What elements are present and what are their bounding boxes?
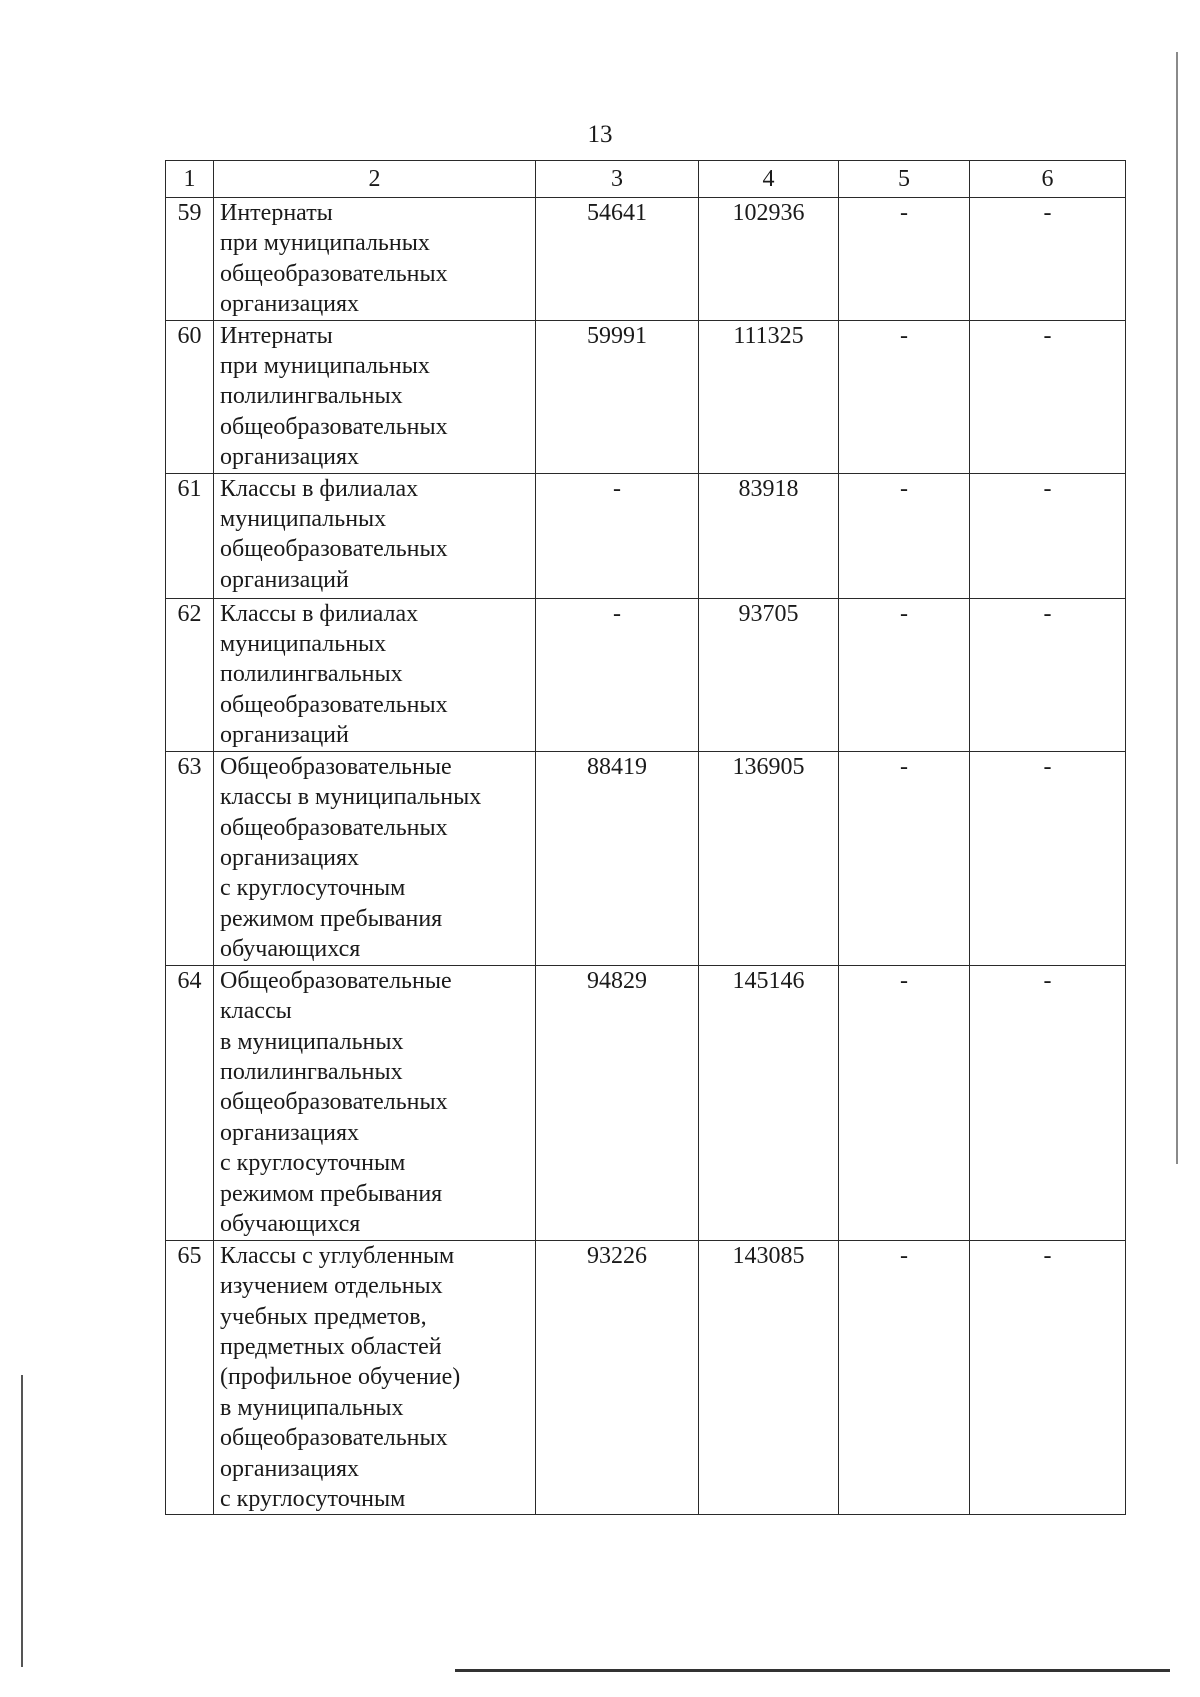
institution-type-line: классы — [220, 998, 292, 1025]
institution-type-line: организаций — [220, 566, 349, 593]
institution-type-line: обучающихся — [220, 1210, 361, 1237]
institution-type-line: организациях — [220, 1119, 360, 1146]
value-cell-col4: 145146 — [699, 965, 839, 1240]
row-number-cell: 64 — [166, 965, 214, 1240]
institution-type-line: общеобразовательных — [220, 814, 448, 841]
institution-type-line: режимом пребывания — [220, 905, 443, 932]
value-cell-col6: - — [970, 965, 1126, 1240]
table-row — [166, 965, 1126, 1240]
institution-type-line: режимом пребывания — [220, 1180, 443, 1207]
value-cell-col5: - — [839, 473, 970, 598]
value-cell-col6: - — [970, 320, 1126, 473]
institution-type-line: организациях — [220, 444, 360, 471]
header-cell-col1: 1 — [166, 161, 214, 198]
institution-type-line: Общеобразовательные — [220, 753, 452, 780]
value-cell-col6: - — [970, 473, 1126, 598]
table-row — [166, 1240, 1126, 1515]
row-number-cell: 59 — [166, 198, 214, 321]
institution-type-line: муниципальных — [220, 506, 387, 533]
value-cell-col4: 83918 — [699, 473, 839, 598]
institution-type-line: изучением отдельных — [220, 1273, 443, 1300]
institution-type-line: в муниципальных — [220, 1028, 404, 1055]
page-number: 13 — [587, 121, 613, 148]
header-cell-col3: 3 — [536, 161, 699, 198]
institution-type-cell — [214, 965, 536, 1240]
value-cell-col3: 93226 — [536, 1240, 699, 1515]
table-body — [166, 161, 1126, 1515]
row-number-cell: 65 — [166, 1240, 214, 1515]
institution-type-line: обучающихся — [220, 936, 361, 963]
institution-type-line: Интернаты — [220, 200, 333, 226]
row-number-cell: 61 — [166, 473, 214, 598]
scan-edge-line-right — [1176, 52, 1178, 1164]
institution-type-line: общеобразовательных — [220, 413, 448, 440]
institution-type-line: Классы в филиалах — [220, 600, 419, 627]
value-cell-col6: - — [970, 751, 1126, 965]
institution-type-line: общеобразовательных — [220, 536, 448, 563]
value-cell-col5: - — [839, 751, 970, 965]
value-cell-col3: - — [536, 598, 699, 751]
row-number-cell: 60 — [166, 320, 214, 473]
institution-type-line: полилингвальных — [220, 661, 403, 688]
institution-type-cell — [214, 198, 536, 321]
institution-type-line: учебных предметов, — [220, 1303, 427, 1330]
data-table — [165, 160, 1126, 1515]
institution-type-line: в муниципальных — [220, 1394, 404, 1421]
value-cell-col6: - — [970, 598, 1126, 751]
institution-type-line: предметных областей — [220, 1333, 442, 1360]
value-cell-col4: 93705 — [699, 598, 839, 751]
value-cell-col6: - — [970, 198, 1126, 321]
value-cell-col5: - — [839, 965, 970, 1240]
institution-type-cell — [214, 751, 536, 965]
table-row — [166, 751, 1126, 965]
row-number-cell: 63 — [166, 751, 214, 965]
header-cell-col4: 4 — [699, 161, 839, 198]
value-cell-col4: 136905 — [699, 751, 839, 965]
table-row — [166, 598, 1126, 751]
institution-type-cell — [214, 320, 536, 473]
value-cell-col5: - — [839, 598, 970, 751]
header-cell-col5: 5 — [839, 161, 970, 198]
institution-type-line: Общеобразовательные — [220, 967, 452, 994]
institution-type-line: с круглосуточным — [220, 1150, 406, 1177]
value-cell-col3: 54641 — [536, 198, 699, 321]
value-cell-col5: - — [839, 198, 970, 321]
institution-type-line: организациях — [220, 844, 360, 871]
institution-type-line: при муниципальных — [220, 230, 430, 257]
institution-type-line: организациях — [220, 1455, 360, 1482]
institution-type-line: полилингвальных — [220, 1058, 403, 1085]
institution-type-line: общеобразовательных — [220, 260, 448, 287]
institution-type-line: при муниципальных — [220, 353, 430, 380]
institution-type-line: муниципальных — [220, 631, 387, 658]
institution-type-line: Классы с углубленным — [220, 1242, 455, 1269]
table-header-row — [166, 161, 1126, 198]
value-cell-col6: - — [970, 1240, 1126, 1515]
header-cell-col2: 2 — [214, 161, 536, 198]
value-cell-col5: - — [839, 1240, 970, 1515]
institution-type-line: (профильное обучение) — [220, 1364, 461, 1391]
table-row — [166, 473, 1126, 598]
institution-type-cell — [214, 1240, 536, 1515]
value-cell-col5: - — [839, 320, 970, 473]
institution-type-line: общеобразовательных — [220, 691, 448, 718]
row-number-cell: 62 — [166, 598, 214, 751]
institution-type-line: организаций — [220, 722, 349, 749]
scan-edge-line-left — [21, 1375, 23, 1667]
institution-type-line: полилингвальных — [220, 383, 403, 410]
value-cell-col3: 94829 — [536, 965, 699, 1240]
value-cell-col4: 102936 — [699, 198, 839, 321]
institution-type-line: организациях — [220, 291, 360, 318]
header-cell-col6: 6 — [970, 161, 1126, 198]
value-cell-col3: - — [536, 473, 699, 598]
institution-type-line: классы в муниципальных — [220, 784, 482, 811]
value-cell-col4: 111325 — [699, 320, 839, 473]
value-cell-col3: 88419 — [536, 751, 699, 965]
institution-type-cell — [214, 473, 536, 598]
scan-edge-line-bottom — [455, 1669, 1170, 1672]
institution-type-line: общеобразовательных — [220, 1425, 448, 1452]
institution-type-line: общеобразовательных — [220, 1089, 448, 1116]
value-cell-col3: 59991 — [536, 320, 699, 473]
value-cell-col4: 143085 — [699, 1240, 839, 1515]
institution-type-line: Классы в филиалах — [220, 475, 419, 502]
institution-type-cell — [214, 598, 536, 751]
table-row — [166, 198, 1126, 321]
institution-type-line: Интернаты — [220, 322, 333, 349]
table-row — [166, 320, 1126, 473]
institution-type-line: с круглосуточным — [220, 875, 406, 902]
institution-type-line: с круглосуточным — [220, 1485, 406, 1512]
